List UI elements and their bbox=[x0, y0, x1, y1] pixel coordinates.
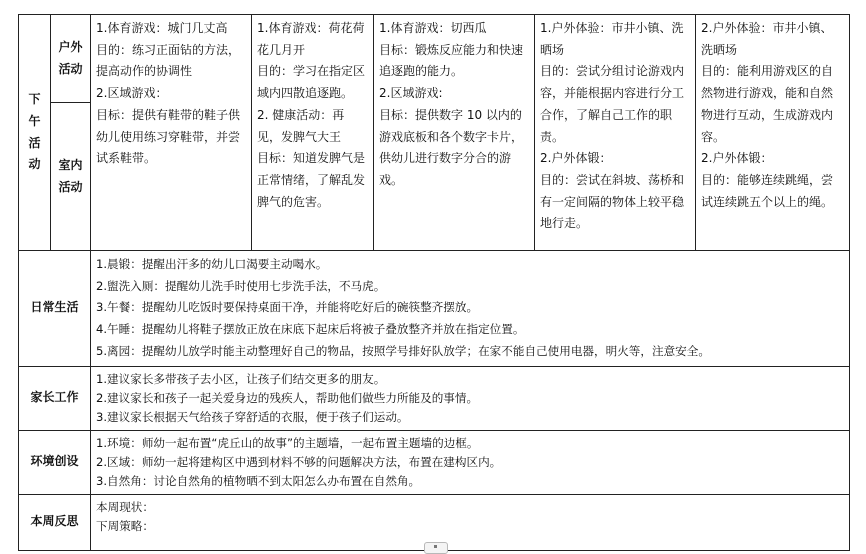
daily-life-label: 日常生活 bbox=[19, 251, 91, 367]
list-item: 3.自然角：讨论自然角的植物晒不到太阳怎么办布置在自然角。 bbox=[96, 473, 421, 488]
activity-line: 2.户外体锻： bbox=[701, 151, 773, 166]
activity-line: 1.体育游戏：荷花荷花几月开 bbox=[257, 21, 365, 57]
outdoor-activity-label: 户外活动 bbox=[51, 15, 91, 103]
day-cell-2 bbox=[252, 15, 374, 251]
list-item: 5.离园：提醒幼儿放学时能主动整理好自己的物品，按照学号排好队放学；在家不能自己使用电器，明火等，注意安全。 bbox=[96, 343, 710, 358]
list-item: 2.建议家长和孩子一起关爱身边的残疾人，帮助他们做些力所能及的事情。 bbox=[96, 390, 479, 405]
day-cell-1 bbox=[91, 15, 252, 251]
activity-line: 目的：尝试在斜坡、荡桥和有一定间隔的物体上较平稳地行走。 bbox=[540, 172, 685, 231]
activity-line: 1.体育游戏：城门几丈高 bbox=[96, 21, 228, 35]
list-item: 1.晨锻：提醒出汗多的幼儿口渴要主动喝水。 bbox=[96, 257, 328, 271]
activity-line: 2.区域游戏: bbox=[379, 86, 443, 101]
day-cell-5 bbox=[696, 15, 850, 251]
activity-line: 2. 健康活动：再见，发脾气大王 bbox=[257, 107, 345, 144]
list-item: 4.午睡：提醒幼儿将鞋子摆放正放在床底下起床后将被子叠放整齐并放在指定位置。 bbox=[96, 322, 525, 337]
activity-line: 2.区域游戏： bbox=[96, 86, 168, 101]
page-scroll-handle[interactable] bbox=[424, 542, 448, 554]
handle-dot-icon bbox=[434, 545, 437, 548]
page-margin bbox=[0, 0, 18, 549]
environment-label: 环境创设 bbox=[19, 430, 91, 494]
environment-list bbox=[91, 430, 850, 494]
list-item: 3.午餐：提醒幼儿吃饭时要保持桌面干净，并能将吃好后的碗筷整齐摆放。 bbox=[96, 300, 479, 315]
daily-life-list bbox=[91, 251, 850, 367]
reflection-label: 本周反思 bbox=[19, 494, 91, 550]
day-cell-3 bbox=[374, 15, 535, 251]
activity-line: 目标：知道发脾气是正常情绪，了解乱发脾气的危害。 bbox=[257, 151, 366, 209]
list-item: 3.建议家长根据天气给孩子穿舒适的衣服，便于孩子们运动。 bbox=[96, 409, 409, 424]
list-item: 1.建议家长多带孩子去小区，让孩子们结交更多的朋友。 bbox=[96, 371, 386, 386]
list-item: 1.环境：师幼一起布置“虎丘山的故事”的主题墙，一起布置主题墙的边框。 bbox=[96, 435, 479, 450]
next-strategy-label: 下周策略： bbox=[96, 518, 154, 533]
activity-line: 目标：提供有鞋带的鞋子供幼儿使用练习穿鞋带，并尝试系鞋带。 bbox=[96, 107, 241, 166]
activity-line: 目的：学习在指定区域内四散追逐跑。 bbox=[257, 64, 366, 101]
current-status-label: 本周现状： bbox=[96, 499, 154, 514]
list-item: 2.盥洗入厕：提醒幼儿洗手时使用七步洗手法，不马虎。 bbox=[96, 278, 386, 293]
activity-line: 目的：能利用游戏区的自然物进行游戏，能和自然物进行互动，生成游戏内容。 bbox=[701, 64, 834, 144]
activity-line: 目的：能够连续跳绳，尝试连续跳五个以上的绳。 bbox=[701, 172, 834, 209]
afternoon-section-label: 下午活动 bbox=[19, 15, 51, 251]
activity-line: 目标：锻炼反应能力和快速追逐跑的能力。 bbox=[379, 42, 524, 79]
weekly-plan-table bbox=[18, 14, 850, 551]
indoor-activity-label: 室内活动 bbox=[51, 103, 91, 251]
activity-line: 目的：尝试分组讨论游戏内容，并能根据内容进行分工合作，了解自己工作的职责。 bbox=[540, 64, 685, 144]
activity-line: 目的：练习正面钻的方法，提高动作的协调性 bbox=[96, 42, 241, 79]
list-item: 2.区域：师幼一起将建构区中遇到材料不够的问题解决方法，布置在建构区内。 bbox=[96, 454, 502, 469]
reflection-content[interactable] bbox=[91, 494, 850, 550]
activity-line: 2.户外体锻： bbox=[540, 151, 612, 166]
activity-line: 1.体育游戏：切西瓜 bbox=[379, 21, 487, 35]
parent-work-list bbox=[91, 366, 850, 430]
activity-line: 2.户外体验：市井小镇、洗晒场 bbox=[701, 21, 833, 57]
activity-line: 1.户外体验：市井小镇、洗晒场 bbox=[540, 21, 684, 57]
parent-work-label: 家长工作 bbox=[19, 366, 91, 430]
day-cell-4 bbox=[535, 15, 696, 251]
activity-line: 目标：提供数字 10 以内的游戏底板和各个数字卡片，供幼儿进行数字分合的游戏。 bbox=[379, 107, 524, 187]
